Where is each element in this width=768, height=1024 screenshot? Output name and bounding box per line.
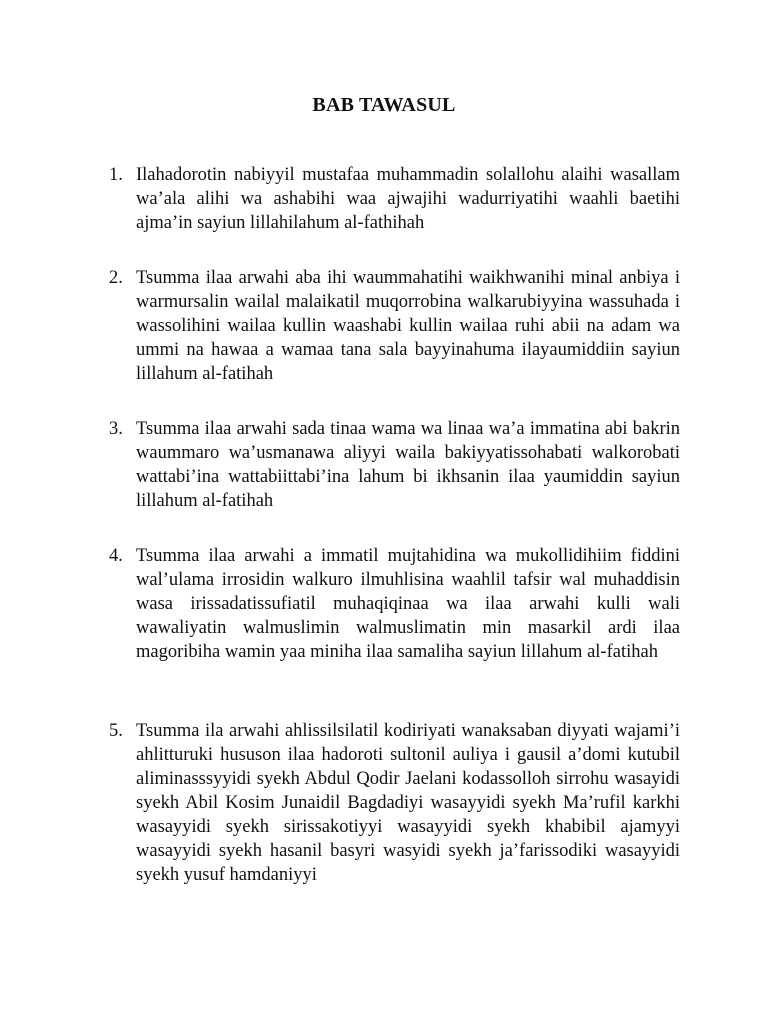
list-item bbox=[109, 163, 680, 235]
list-item bbox=[109, 719, 680, 887]
list-item-number: 1. bbox=[109, 165, 123, 185]
list-item-number: 4. bbox=[109, 546, 123, 566]
list-item-text: Tsumma ilaa arwahi a immatil mujtahidina wa mukollidihiim fiddini wal’ulama irrosidin walkuro ilmuhlisina waahlil tafsir wal muhaddisin wasa irissadatissufiatil muhaqiqinaa wa ilaa arwahi kulli wali wawaliyatin walmuslimin walmuslimatin min masarkil ardi ilaa magoribiha wamin yaa miniha ilaa samaliha sayiun lillahum al-fatihah bbox=[136, 546, 680, 662]
list-item-number: 2. bbox=[109, 268, 123, 288]
list-item-text: Tsumma ilaa arwahi sada tinaa wama wa linaa wa’a immatina abi bakrin waummaro wa’usmanawa aliyyi waila bakiyyatissohabati walkorobati wattabi’ina wattabiittabi’ina lahum bi ikhsanin ilaa yaumiddin sayiun lillahum al-fatihah bbox=[136, 419, 680, 511]
list-item-text: Tsumma ila arwahi ahlissilsilatil kodiriyati wanaksaban diyyati wajami’i ahlitturuki hususon ilaa hadoroti sultonil auliya i gausil a’domi kutubil aliminasssyyidi syekh Abdul Qodir Jaelani kodassolloh sirrohu wasayidi syekh Abil Kosim Junaidil Bagdadiyi wasayyidi syekh Ma’rufil karkhi wasayyidi syekh sirissakotiyyi wasayyidi syekh khabibil ajamyyi wasayyidi syekh hasanil basyri wasyidi syekh ja’farissodiki wasayyidi syekh yusuf hamdaniyyi bbox=[136, 721, 680, 885]
list-item bbox=[109, 544, 680, 688]
list-item bbox=[109, 417, 680, 513]
list-item-number: 5. bbox=[109, 721, 123, 741]
document-title: BAB TAWASUL bbox=[312, 94, 456, 116]
list-item-text: Ilahadorotin nabiyyil mustafaa muhammadin solallohu alaihi wasallam wa’ala alihi wa ashabihi waa ajwajihi wadurriyatihi waahli baetihi ajma’in sayiun lillahilahum al-fathihah bbox=[136, 165, 680, 233]
prayer-list bbox=[109, 163, 680, 918]
list-item-number: 3. bbox=[109, 419, 123, 439]
list-item bbox=[109, 266, 680, 386]
list-item-text: Tsumma ilaa arwahi aba ihi waummahatihi waikhwanihi minal anbiya i warmursalin wailal malaikatil muqorrobina walkarubiyyina wassuhada i wassolihini wailaa kullin waashabi kullin wailaa ruhi abii na adam wa ummi na hawaa a wamaa tana sala bayyinahuma ilayaumiddiin sayiun lillahum al-fatihah bbox=[136, 268, 680, 384]
